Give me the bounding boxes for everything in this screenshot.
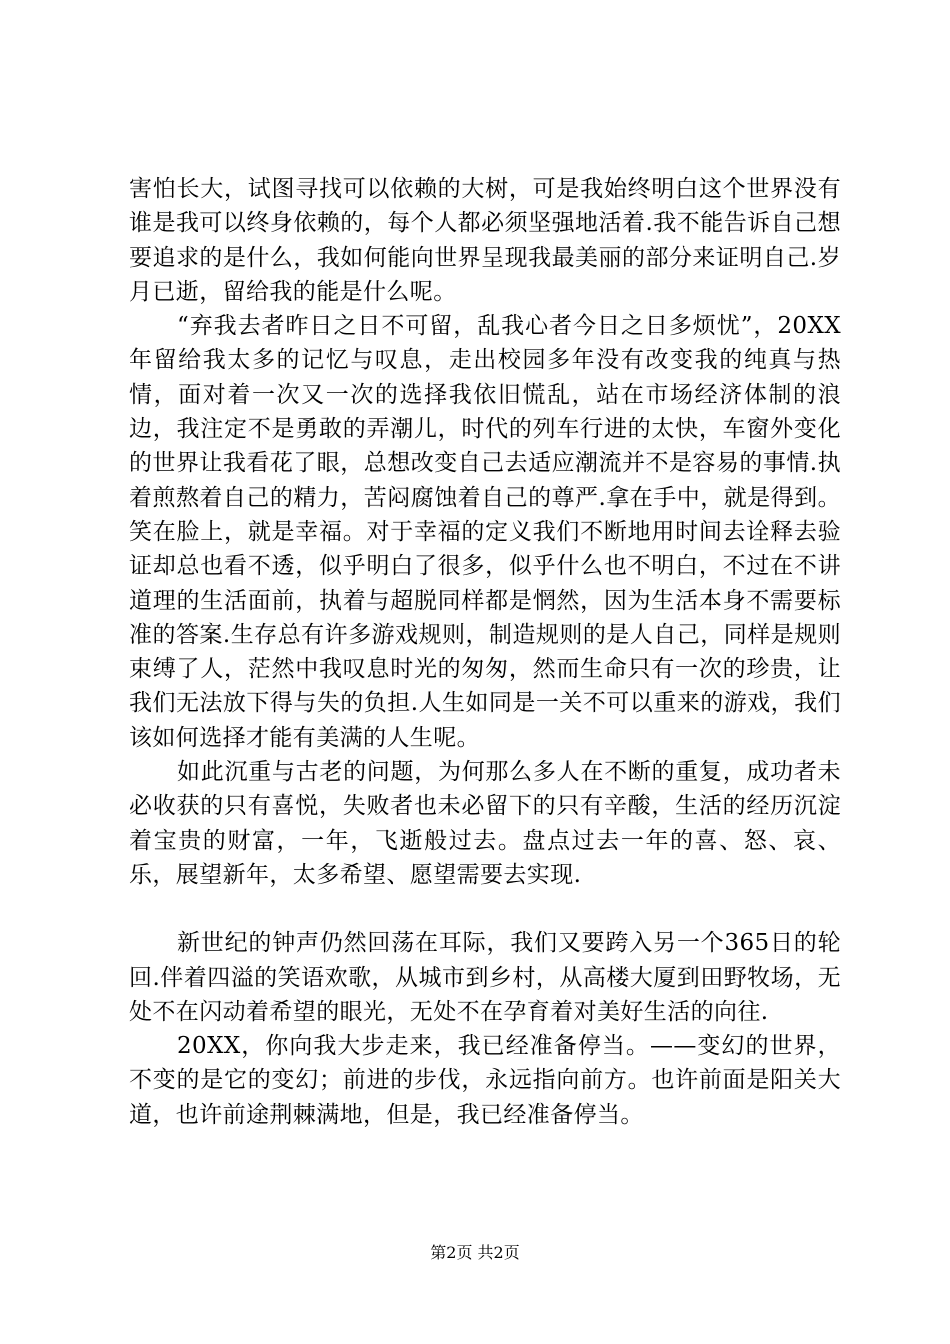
- paragraph-1: 害怕长大，试图寻找可以依赖的大树，可是我始终明白这个世界没有谁是我可以终身依赖的，每个人都必须坚强地活着.我不能告诉自己想要追求的是什么，我如何能向世界呈现我最美丽的部分来证明自己.岁月已逝，留给我的能是什么呢。: [129, 176, 841, 305]
- paragraph-2: “弃我去者昨日之日不可留，乱我心者今日之日多烦忧”，20XX年留给我太多的记忆与叹息，走出校园多年没有改变我的纯真与热情，面对着一次又一次的选择我依旧慌乱，站在市场经济体制的浪边，我注定不是勇敢的弄潮儿，时代的列车行进的太快，车窗外变化的世界让我看花了眼，总想改变自己去适应潮流并不是容易的事情.执着煎熬着自己的精力，苦闷腐蚀着自己的尊严.拿在手中，就是得到。笑在脸上，就是幸福。对于幸福的定义我们不断地用时间去诠释去验证却总也看不透，似乎明白了很多，似乎什么也不明白，不过在不讲道理的生活面前，执着与超脱同样都是惘然，因为生活本身不需要标准的答案.生存总有许多游戏规则，制造规则的是人自己，同样是规则束缚了人，茫然中我叹息时光的匆匆，然而生命只有一次的珍贵，让我们无法放下得与失的负担.人生如同是一关不可以重来的游戏，我们该如何选择才能有美满的人生呢。: [129, 313, 841, 751]
- paragraph-3: 如此沉重与古老的问题，为何那么多人在不断的重复，成功者未必收获的只有喜悦，失败者也未必留下的只有辛酸，生活的经历沉淀着宝贵的财富，一年，飞逝般过去。盘点过去一年的喜、怒、哀、乐，展望新年，太多希望、愿望需要去实现.: [129, 759, 841, 888]
- page-footer: 第2页 共2页: [430, 1243, 520, 1262]
- paragraph-spacer: [129, 892, 841, 926]
- document-body: [129, 172, 841, 1132]
- paragraph-5: 20XX，你向我大步走来，我已经准备停当。——变幻的世界，不变的是它的变幻；前进的步伐，永远指向前方。也许前面是阳关大道，也许前途荆棘满地，但是，我已经准备停当。: [129, 1033, 841, 1128]
- paragraph-4: 新世纪的钟声仍然回荡在耳际，我们又要跨入另一个365日的轮回.伴着四溢的笑语欢歌，从城市到乡村，从高楼大厦到田野牧场，无处不在闪动着希望的眼光，无处不在孕育着对美好生活的向往.: [129, 930, 841, 1025]
